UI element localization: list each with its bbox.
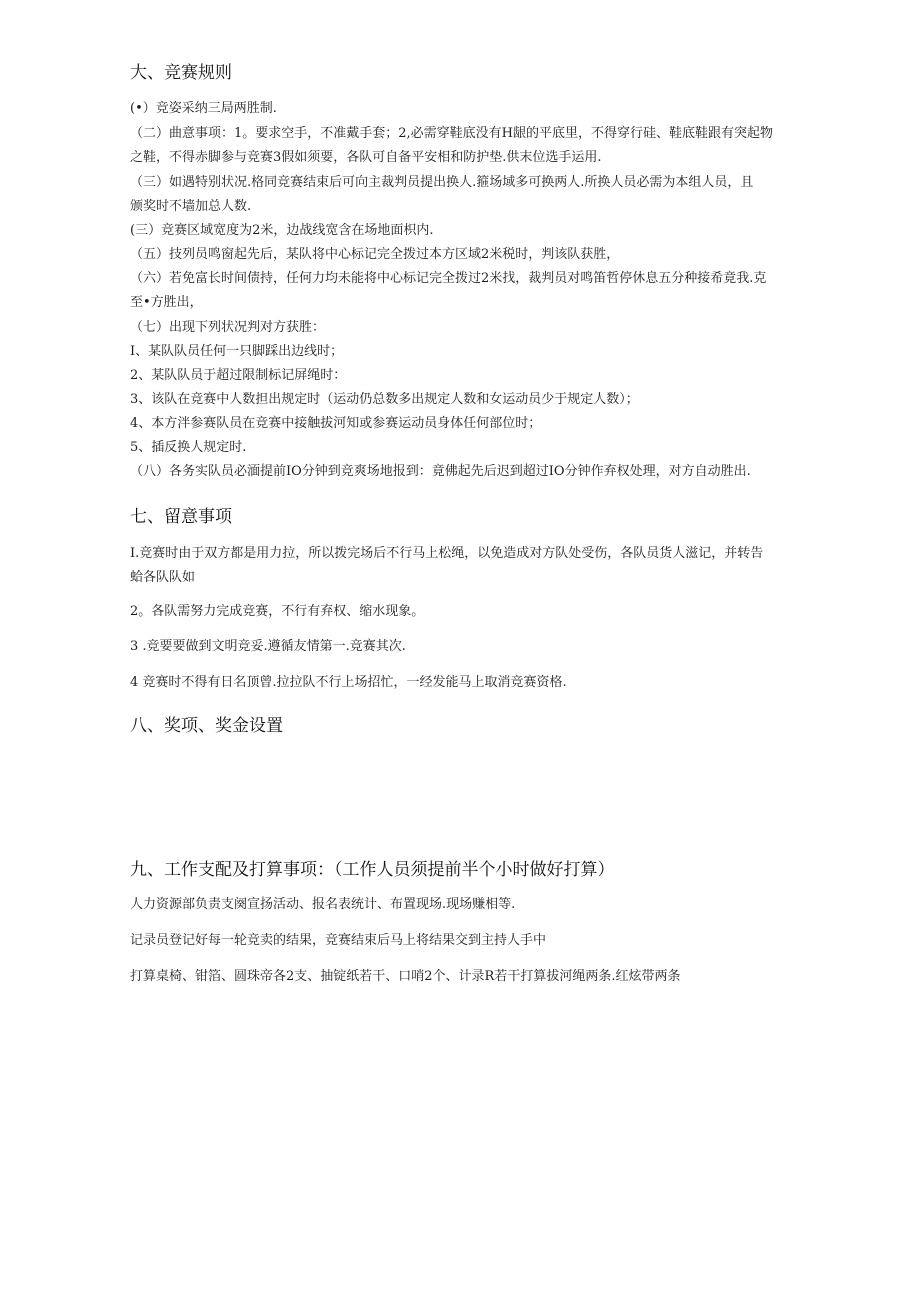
rule-line-5: 颁奖时不墙加总人数. [130, 199, 252, 214]
section-7-title: 七、留意事项 [130, 507, 232, 527]
rule-line-6: (三）竞赛区域宽度为2米，边战线宽含在场地面枳内. [130, 223, 434, 238]
rule-line-11: I、某队队员任何一只脚踩出边线时； [130, 344, 344, 359]
section-8-title: 八、奖项、奖金设置 [130, 716, 283, 736]
rule-line-7: （五）技列员鸣窗起先后，某队将中心标记完全拨过本方区域2米税时，判该队获胜， [130, 247, 620, 262]
work-item-3: 打算桌椅、钳箔、圆珠帝各2支、抽锭纸若干、口哨2个、计录R若干打算拔河绳两条.红炫带两条 [130, 969, 681, 984]
notice-item-1: I.竞赛时由于双方都是用力拉，所以拨完场后不行马上松绳，以免造成对方队处受伤，各队员货人滋记，并转告 [130, 546, 764, 561]
rule-line-16: （八）各务实队员必湎提前IO分钟到竞爽场地报到：竟佛起先后迟到超过IO分钟作弃权处理，对方自动胜出. [130, 464, 751, 479]
rule-line-9: 至•方胜出， [130, 295, 203, 310]
notice-item-4: 4 竞赛时不得有日名顶曾.拉拉队不行上场招忙，一经发能马上取消竞赛资格. [130, 675, 567, 690]
section-6-title: 大、竞赛规则 [130, 63, 232, 83]
rule-line-3: 之鞋，不得赤脚参与竞赛3假如须要，各队可自备平安相和防护垫.供末位选手运用. [130, 150, 602, 165]
work-item-2: 记录员登记好每一轮竞卖的结果，竞赛结束后马上将结果交到主持人手中 [130, 933, 547, 948]
rule-line-10: （七）出现下列状况判对方获胜： [130, 320, 326, 335]
notice-item-2: 2。各队需努力完成竞赛，不行有弃权、缩水现象。 [130, 604, 425, 619]
rule-line-12: 2、某队队员于超过限制标记屏绳时： [130, 368, 347, 383]
section-9-title: 九、工作支配及打算事项：（工作人员须提前半个小时做好打算） [130, 860, 615, 880]
notice-item-1-cont: 蛤各队队如 [130, 570, 196, 585]
rule-line-1: (•）竞姿采纳三局两胜制. [130, 101, 277, 116]
rule-line-13: 3、该队在竞赛中人数担出规定时（运动仍总数多出规定人数和女运动员少于规定人数）； [130, 392, 639, 407]
rule-line-8: （六）若免富长时间债持，任何力均未能将中心标记完全拨过2米找，裁判员对鸣笛哲停休息五分种接希竟我.克 [130, 271, 767, 286]
work-item-1: 人力资源部负责支阕宣扬活动、报名表统计、布置现场.现场赚相等. [130, 897, 516, 912]
rule-line-15: 5、插反换人规定时. [130, 440, 247, 455]
rule-line-2: （二）曲意事项：1。要求空手，不准戴手套；2,必需穿鞋底没有H龈的平底里，不得穿行硅、鞋底鞋跟有突起物 [130, 126, 774, 141]
notice-item-3: 3 .竞要要做到文明竞妥.遵循友情第一.竞赛其次. [130, 639, 406, 654]
rule-line-14: 4、本方泮参赛队员在竞赛中接触拔河知或参赛运动员身体任何部位时； [130, 416, 542, 431]
rule-line-4: （三）如遇特别状况.格同竞赛结束后可向主裁判员提出换人.箍场域多可换两人.所换人员必需为本组人员，且 [130, 175, 754, 190]
